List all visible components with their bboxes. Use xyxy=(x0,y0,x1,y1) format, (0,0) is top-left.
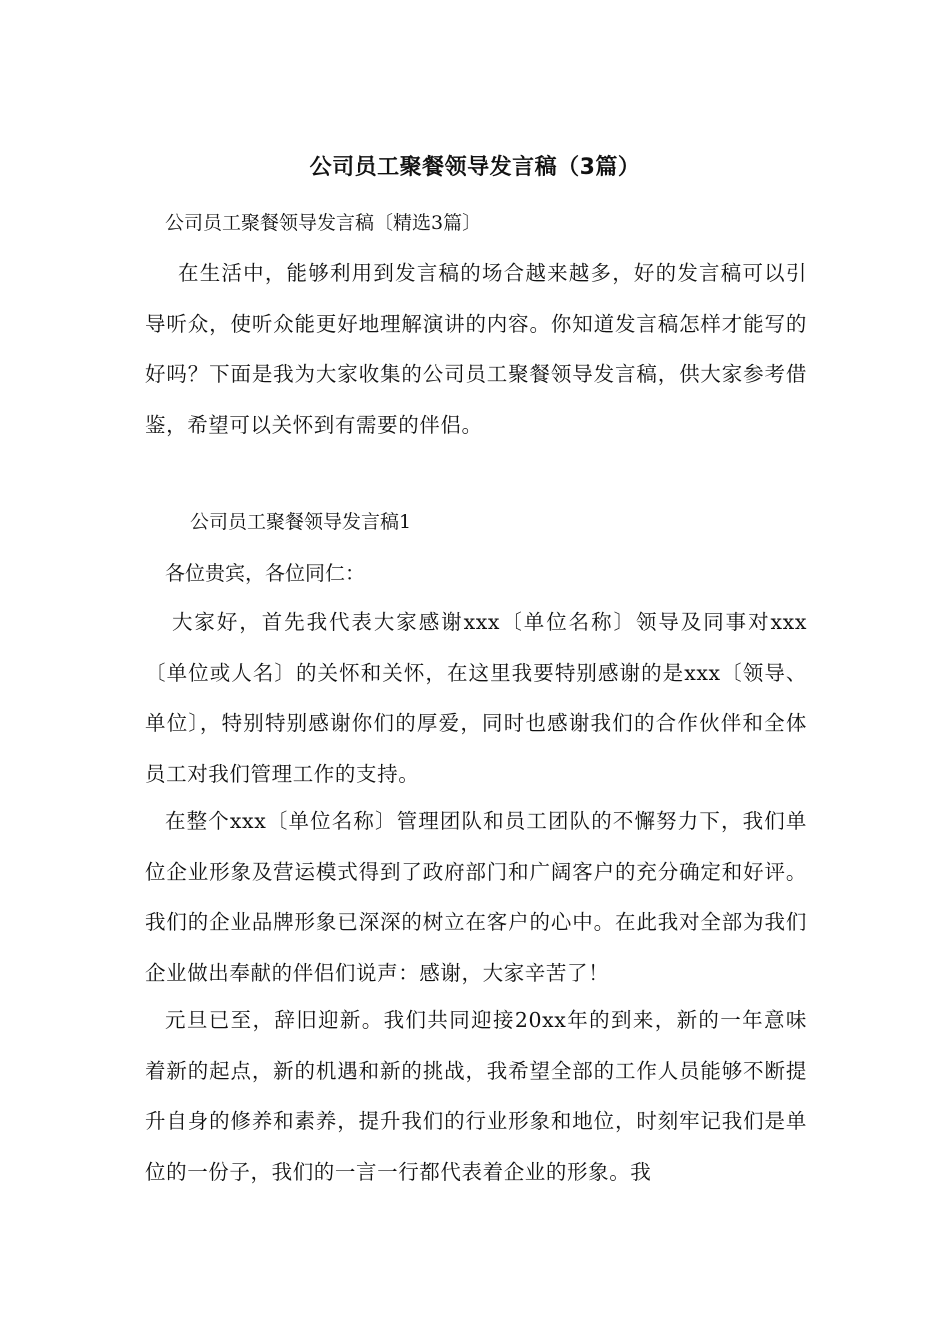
body-paragraph-1: 大家好，首先我代表大家感谢xxx〔单位名称〕领导及同事对xxx〔单位或人名〕的关怀和关怀，在这里我要特别感谢的是xxx〔领导、单位〕，特别特别感谢你们的厚爱，同时也感谢我们的合作伙伴和全体员工对我们管理工作的支持。 xyxy=(145,610,807,786)
body-paragraph-3: 元旦已至，辞旧迎新。我们共同迎接20xx年的到来，新的一年意味着新的起点，新的机遇和新的挑战，我希望全部的工作人员能够不断提升自身的修养和素养，提升我们的行业形象和地位，时刻牢记我们是单位的一份子，我们的一言一行都代表着企业的形象。我 xyxy=(145,1008,807,1184)
document-subtitle: 公司员工聚餐领导发言稿〔精选3篇〕 xyxy=(165,212,482,234)
body-paragraph-2: 在整个xxx〔单位名称〕管理团队和员工团队的不懈努力下，我们单位企业形象及营运模式得到了政府部门和广阔客户的充分确定和好评。我们的企业品牌形象已深深的树立在客户的心中。在此我对全部为我们企业做出奉献的伴侣们说声：感谢，大家辛苦了！ xyxy=(145,809,807,985)
intro-paragraph: 在生活中，能够利用到发言稿的场合越来越多，好的发言稿可以引导听众，使听众能更好地理解演讲的内容。你知道发言稿怎样才能写的好吗？下面是我为大家收集的公司员工聚餐领导发言稿，供大家参考借鉴，希望可以关怀到有需要的伴侣。 xyxy=(145,261,807,437)
document-title: 公司员工聚餐领导发言稿（3篇） xyxy=(309,155,641,180)
greeting-line: 各位贵宾，各位同仁： xyxy=(165,561,365,585)
section-heading: 公司员工聚餐领导发言稿1 xyxy=(190,511,412,533)
